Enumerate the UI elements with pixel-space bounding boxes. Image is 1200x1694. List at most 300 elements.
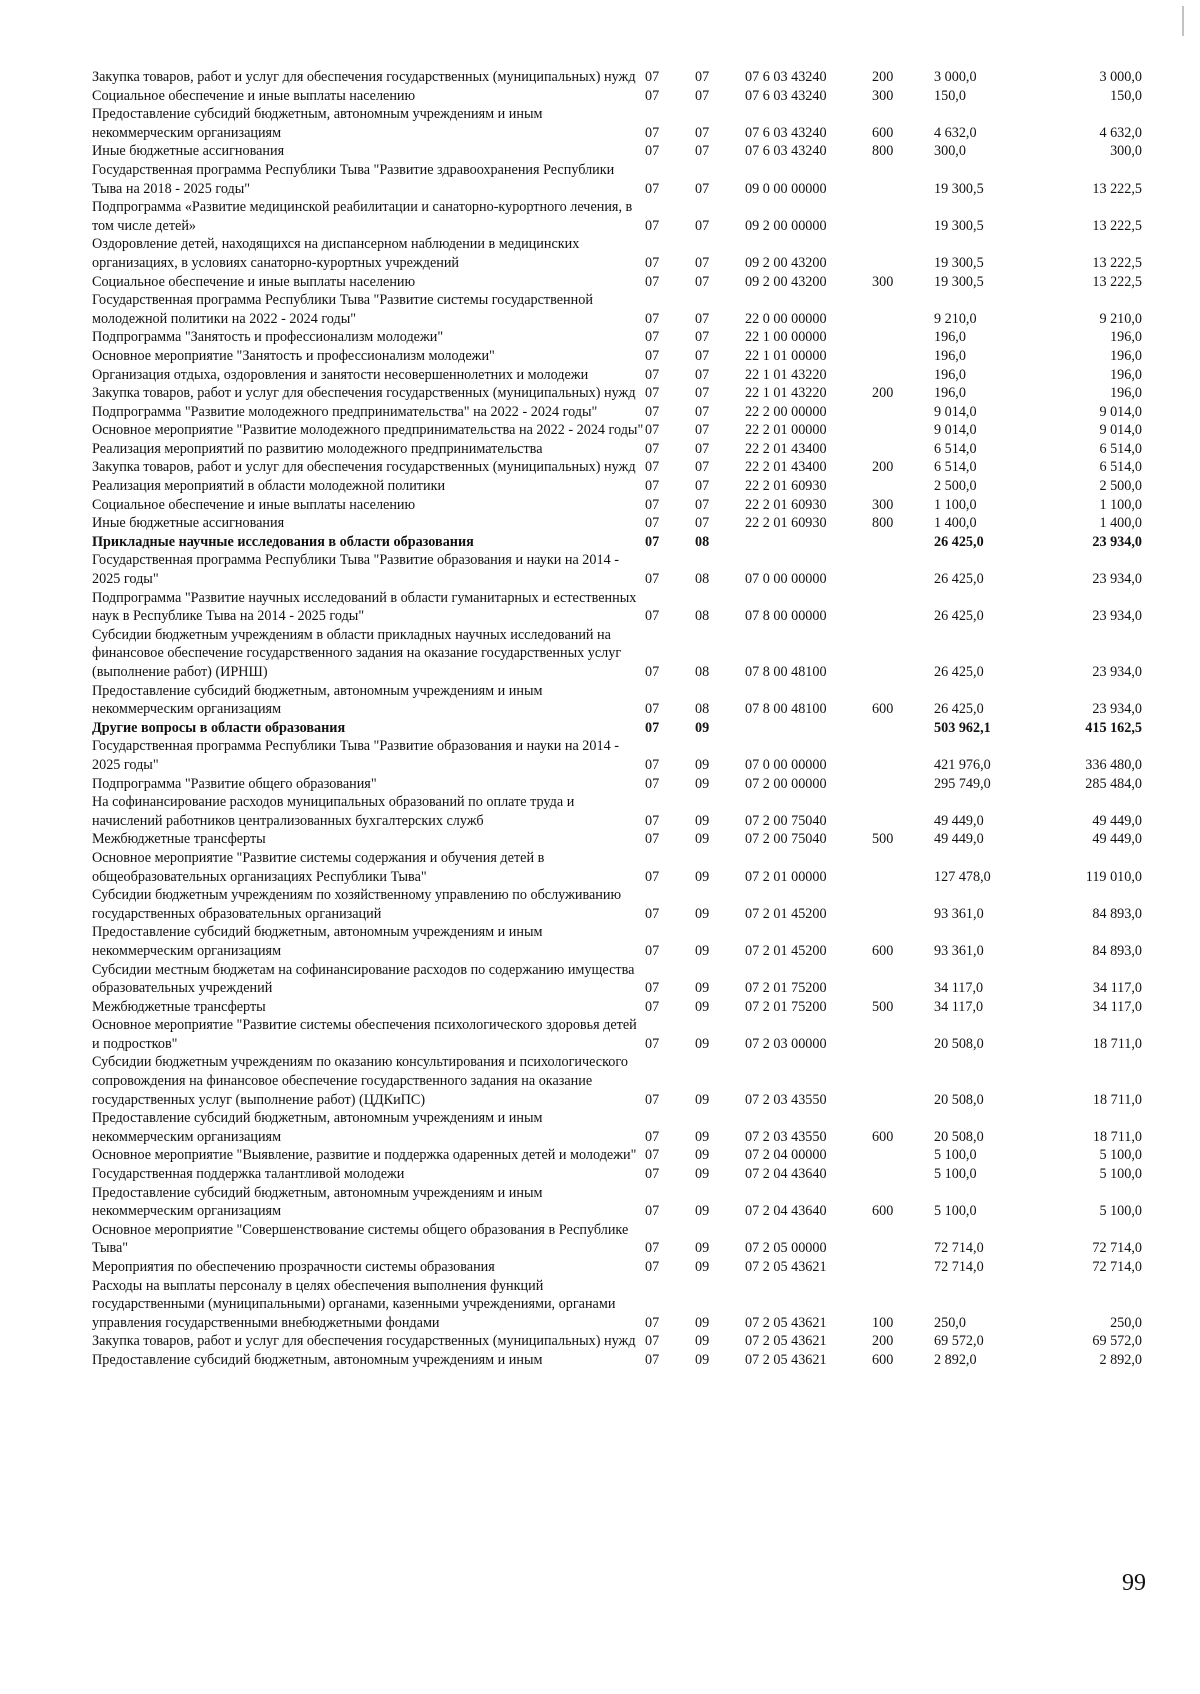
row-subsection: 07 [695,422,710,439]
row-name: Предоставление субсидий бюджетным, автономным учреждениям и иным некоммерческим организациям [92,106,543,141]
row-name: Основное мероприятие "Занятость и профессионализм молодежи" [92,347,495,364]
row-name: Подпрограмма "Развитие научных исследований в области гуманитарных и естественных наук в Республике Тыва на 2014 - 2025 годы" [92,589,637,625]
row-name: Реализация мероприятий по развитию молодежного предпринимательства [92,440,543,457]
row-amount-year2: 196,0 [1110,347,1142,364]
row-amount-year1: 150,0 [934,87,966,104]
row-section: 07 [645,1091,660,1108]
row-amount-year1: 3 000,0 [934,69,977,85]
row-expense-type: 300 [872,273,894,290]
row-subsection: 07 [695,403,710,420]
table-row [92,533,1142,552]
row-subsection: 07 [695,217,710,234]
row-expense-type [872,291,934,328]
row-subsection: 07 [695,273,710,290]
row-section: 07 [645,1035,660,1052]
row-expense-type [872,886,934,923]
row-amount-year2: 18 711,0 [1092,1091,1142,1108]
row-section: 07 [645,87,660,104]
row-name: Прикладные научные исследования в области образования [92,533,474,550]
row-target-article: 07 8 00 00000 [745,608,827,625]
row-section: 07 [645,515,660,532]
row-section: 07 [645,310,660,327]
table-row [92,235,1142,272]
row-amount-year2: 196,0 [1110,385,1142,402]
table-row [92,830,1142,849]
row-subsection: 08 [695,608,710,625]
row-amount-year2: 336 480,0 [1085,756,1142,773]
row-section: 07 [645,1240,660,1257]
row-target-article: 22 0 00 00000 [745,310,827,327]
row-expense-type [872,328,934,347]
table-row [92,793,1142,830]
row-section: 07 [645,1333,660,1350]
row-expense-type [872,551,934,588]
row-name: Основное мероприятие "Совершенствование системы общего образования в Республике Тыва" [92,1221,629,1257]
row-section: 07 [645,217,660,234]
row-name: Основное мероприятие "Развитие системы содержания и обучения детей в общеобразовательных организациях Республики Тыва" [92,849,545,885]
row-amount-year1: 34 117,0 [934,980,984,997]
table-row [92,998,1142,1017]
row-target-article: 07 2 01 00000 [745,868,827,885]
row-section: 07 [645,366,660,383]
row-expense-type [872,849,934,886]
row-section: 07 [645,701,660,718]
row-subsection: 07 [695,254,710,271]
row-amount-year2: 23 934,0 [1092,664,1142,680]
row-section: 07 [645,812,660,829]
row-target-article: 22 2 01 60930 [745,515,827,532]
row-amount-year2: 23 934,0 [1092,608,1142,625]
row-section: 07 [645,756,660,773]
row-amount-year2: 2 892,0 [1099,1351,1142,1368]
table-row [92,421,1142,440]
row-amount-year1: 1 100,0 [934,496,977,513]
row-section: 07 [645,998,660,1015]
row-target-article: 07 2 00 75040 [745,831,827,848]
row-section: 07 [645,254,660,271]
row-amount-year1: 26 425,0 [934,701,984,718]
row-expense-type: 600 [872,1128,894,1145]
row-target-article: 07 2 01 45200 [745,942,827,959]
row-target-article: 22 2 01 60930 [745,478,827,495]
row-target-article: 07 8 00 48100 [745,664,827,680]
row-amount-year1: 300,0 [934,143,966,160]
row-amount-year2: 18 711,0 [1092,1128,1142,1145]
row-subsection: 08 [695,701,710,718]
table-row [92,384,1142,403]
row-name: Организация отдыха, оздоровления и занятости несовершеннолетних и молодежи [92,366,589,383]
row-amount-year1: 93 361,0 [934,905,984,922]
row-subsection: 09 [695,905,710,922]
row-section: 07 [645,868,660,885]
row-expense-type [872,626,934,682]
row-amount-year2: 285 484,0 [1085,775,1142,792]
row-target-article: 09 2 00 00000 [745,217,827,234]
row-target-article: 07 2 05 43621 [745,1333,827,1350]
table-row [92,1332,1142,1351]
table-row [92,1016,1142,1053]
row-subsection: 09 [695,756,710,773]
table-row [92,682,1142,719]
row-expense-type: 300 [872,496,894,513]
row-name: Государственная программа Республики Тыва "Развитие образования и науки на 2014 - 2025 годы" [92,552,619,588]
row-subsection: 09 [695,998,710,1015]
row-target-article: 07 6 03 43240 [745,87,827,104]
row-target-article: 07 2 03 43550 [745,1128,827,1145]
row-section: 07 [645,1314,660,1331]
row-section: 07 [645,1147,660,1164]
row-amount-year2: 9 210,0 [1099,310,1142,327]
row-section: 07 [645,478,660,495]
row-section: 07 [645,571,660,588]
row-subsection: 07 [695,496,710,513]
row-subsection: 09 [695,1166,710,1183]
row-amount-year2: 18 711,0 [1092,1035,1142,1052]
row-subsection: 08 [695,533,710,550]
row-name: Социальное обеспечение и иные выплаты населению [92,87,416,104]
row-name: Государственная программа Республики Тыва "Развитие образования и науки на 2014 - 2025 годы" [92,738,619,773]
row-name: Иные бюджетные ассигнования [92,143,285,160]
row-subsection: 07 [695,87,710,104]
row-expense-type: 600 [872,1203,894,1220]
row-section: 07 [645,124,660,141]
row-target-article: 07 6 03 43240 [745,69,827,85]
row-name: Закупка товаров, работ и услуг для обеспечения государственных (муниципальных) нужд [92,1333,636,1350]
row-expense-type [872,161,934,198]
row-name: Оздоровление детей, находящихся на диспансерном наблюдении в медицинских организациях, в условиях санаторно-курортных учреждений [92,236,580,271]
row-section: 07 [645,143,660,160]
row-amount-year2: 300,0 [1110,143,1142,160]
row-amount-year1: 421 976,0 [934,756,991,773]
row-amount-year1: 196,0 [934,329,966,346]
row-amount-year2: 2 500,0 [1099,478,1142,495]
row-name: Основное мероприятие "Выявление, развитие и поддержка одаренных детей и молодежи" [92,1147,637,1164]
row-amount-year1: 5 100,0 [934,1203,977,1220]
table-row [92,477,1142,496]
row-target-article: 09 2 00 43200 [745,254,827,271]
row-expense-type [872,403,934,422]
row-amount-year1: 6 514,0 [934,459,977,476]
row-amount-year2: 13 222,5 [1092,273,1142,290]
row-target-article: 09 0 00 00000 [745,180,827,197]
row-amount-year2: 4 632,0 [1099,124,1142,141]
table-row [92,1277,1142,1333]
row-amount-year1: 9 210,0 [934,310,977,327]
row-name: Субсидии бюджетным учреждениям в области прикладных научных исследований на финансовое обеспечение государственного задания на оказание государственных услуг (выполнение работ) (ИРНШ) [92,626,622,680]
row-section: 07 [645,273,660,290]
table-row [92,1351,1142,1370]
table-row [92,273,1142,292]
row-name: Межбюджетные трансферты [92,998,266,1015]
page-number: 99 [1122,1570,1146,1596]
row-name: Межбюджетные трансферты [92,831,266,848]
table-row [92,849,1142,886]
row-target-article: 07 2 04 43640 [745,1166,827,1183]
row-amount-year1: 250,0 [934,1314,966,1331]
row-amount-year1: 9 014,0 [934,403,977,420]
row-section: 07 [645,69,660,85]
row-subsection: 07 [695,478,710,495]
row-expense-type [872,477,934,496]
row-amount-year2: 250,0 [1110,1314,1142,1331]
row-amount-year2: 13 222,5 [1092,217,1142,234]
row-name: Реализация мероприятий в области молодежной политики [92,478,446,495]
row-amount-year1: 26 425,0 [934,664,984,680]
row-section: 07 [645,180,660,197]
row-amount-year1: 1 400,0 [934,515,977,532]
row-section: 07 [645,905,660,922]
row-section: 07 [645,1259,660,1275]
row-section: 07 [645,459,660,476]
row-section: 07 [645,403,660,420]
row-amount-year2: 119 010,0 [1085,868,1142,885]
row-subsection: 09 [695,942,710,959]
row-name: Предоставление субсидий бюджетным, автономным учреждениям и иным некоммерческим организациям [92,1184,543,1220]
row-amount-year2: 72 714,0 [1092,1240,1142,1257]
row-target-article: 07 2 05 43621 [745,1314,827,1331]
row-expense-type: 200 [872,385,894,402]
row-name: Предоставление субсидий бюджетным, автономным учреждениям и иным некоммерческим организациям [92,1110,543,1145]
row-name: Мероприятия по обеспечению прозрачности системы образования [92,1259,495,1275]
row-target-article [745,719,872,738]
row-expense-type: 600 [872,1351,894,1368]
row-target-article: 07 2 03 00000 [745,1035,827,1052]
table-row [92,198,1142,235]
row-target-article: 22 1 01 43220 [745,385,827,402]
row-target-article: 07 2 01 45200 [745,905,827,922]
row-target-article: 07 2 05 43621 [745,1351,827,1368]
row-expense-type: 600 [872,124,894,141]
row-target-article: 07 6 03 43240 [745,143,827,160]
row-subsection: 09 [695,1259,710,1275]
row-amount-year2: 23 934,0 [1092,533,1142,550]
row-name: Основное мероприятие "Развитие молодежного предпринимательства на 2022 - 2024 годы" [92,422,644,439]
row-section: 07 [645,1166,660,1183]
row-target-article: 07 2 01 75200 [745,998,827,1015]
row-name: Предоставление субсидий бюджетным, автономным учреждениям и иным [92,1351,543,1368]
row-expense-type: 100 [872,1314,894,1331]
row-name: Субсидии бюджетным учреждениям по хозяйственному управлению по обслуживанию государственных образовательных организаций [92,887,622,922]
row-amount-year1: 19 300,5 [934,217,984,234]
row-subsection: 07 [695,143,710,160]
row-expense-type [872,793,934,830]
row-amount-year1: 26 425,0 [934,533,984,550]
row-amount-year1: 5 100,0 [934,1166,977,1183]
row-amount-year1: 4 632,0 [934,124,977,141]
row-expense-type [872,737,934,774]
table-row [92,161,1142,198]
row-subsection: 08 [695,571,710,588]
table-row [92,347,1142,366]
row-name: Подпрограмма "Развитие общего образования" [92,775,377,792]
row-name: Иные бюджетные ассигнования [92,515,285,532]
row-subsection: 09 [695,1351,710,1368]
row-subsection: 07 [695,310,710,327]
table-row [92,961,1142,998]
row-name: Предоставление субсидий бюджетным, автономным учреждениям и иным некоммерческим организациям [92,924,543,959]
row-amount-year2: 3 000,0 [1099,69,1142,85]
table-row [92,496,1142,515]
table-row [92,1109,1142,1146]
row-amount-year1: 19 300,5 [934,254,984,271]
row-amount-year2: 49 449,0 [1092,812,1142,829]
row-expense-type [872,1221,934,1258]
row-amount-year1: 295 749,0 [934,775,991,792]
table-row [92,551,1142,588]
row-expense-type [872,1258,934,1277]
table-row [92,1258,1142,1277]
row-amount-year2: 6 514,0 [1099,440,1142,457]
table-row [92,403,1142,422]
row-name: Социальное обеспечение и иные выплаты населению [92,496,416,513]
row-target-article: 07 2 01 75200 [745,980,827,997]
row-amount-year2: 5 100,0 [1099,1147,1142,1164]
row-expense-type: 200 [872,69,894,85]
row-name: Предоставление субсидий бюджетным, автономным учреждениям и иным некоммерческим организациям [92,682,543,718]
row-target-article: 22 2 00 00000 [745,403,827,420]
row-subsection: 07 [695,515,710,532]
table-row [92,1184,1142,1221]
row-amount-year1: 20 508,0 [934,1091,984,1108]
row-section: 07 [645,608,660,625]
row-amount-year1: 93 361,0 [934,942,984,959]
row-subsection: 09 [695,719,710,736]
row-subsection: 07 [695,440,710,457]
row-expense-type: 200 [872,459,894,476]
row-target-article: 22 2 01 43400 [745,440,827,457]
row-subsection: 09 [695,1240,710,1257]
row-expense-type [872,198,934,235]
row-amount-year1: 503 962,1 [934,719,991,736]
table-row [92,291,1142,328]
row-amount-year2: 196,0 [1110,366,1142,383]
row-amount-year1: 2 892,0 [934,1351,977,1368]
table-row [92,719,1142,738]
row-subsection: 09 [695,775,710,792]
row-target-article: 22 1 01 43220 [745,366,827,383]
row-name: Подпрограмма "Занятость и профессионализм молодежи" [92,329,444,346]
row-amount-year2: 13 222,5 [1092,180,1142,197]
row-name: Закупка товаров, работ и услуг для обеспечения государственных (муниципальных) нужд [92,459,636,476]
row-amount-year1: 72 714,0 [934,1259,984,1275]
row-name: Подпрограмма «Развитие медицинской реабилитации и санаторно-курортного лечения, в том числе детей» [92,199,633,234]
row-amount-year1: 19 300,5 [934,180,984,197]
row-amount-year2: 415 162,5 [1085,719,1142,736]
row-target-article: 07 2 05 43621 [745,1259,827,1275]
row-expense-type [872,1146,934,1165]
row-target-article: 22 2 01 60930 [745,496,827,513]
row-subsection: 07 [695,385,710,402]
row-expense-type: 600 [872,942,894,959]
row-amount-year2: 69 572,0 [1092,1333,1142,1350]
row-section: 07 [645,329,660,346]
table-row [92,923,1142,960]
row-amount-year1: 20 508,0 [934,1128,984,1145]
row-subsection: 07 [695,180,710,197]
row-target-article: 22 2 01 43400 [745,459,827,476]
row-subsection: 07 [695,459,710,476]
row-expense-type [872,533,934,552]
row-amount-year2: 196,0 [1110,329,1142,346]
row-target-article: 07 0 00 00000 [745,571,827,588]
row-section: 07 [645,533,660,550]
row-expense-type: 500 [872,831,894,848]
table-row [92,1146,1142,1165]
row-subsection: 07 [695,329,710,346]
row-name: Закупка товаров, работ и услуг для обеспечения государственных (муниципальных) нужд [92,69,636,85]
row-amount-year2: 84 893,0 [1092,942,1142,959]
row-expense-type [872,1053,934,1109]
row-amount-year2: 5 100,0 [1099,1203,1142,1220]
row-expense-type [872,1165,934,1184]
row-subsection: 09 [695,1128,710,1145]
row-subsection: 09 [695,1333,710,1350]
row-expense-type: 300 [872,87,894,104]
row-expense-type [872,347,934,366]
row-amount-year1: 72 714,0 [934,1240,984,1257]
row-amount-year1: 19 300,5 [934,273,984,290]
budget-table [92,68,1142,1370]
row-name: Государственная поддержка талантливой молодежи [92,1166,405,1183]
row-amount-year1: 34 117,0 [934,998,984,1015]
row-amount-year2: 9 014,0 [1099,403,1142,420]
table-row [92,68,1142,87]
row-name: Закупка товаров, работ и услуг для обеспечения государственных (муниципальных) нужд [92,385,636,402]
row-name: Государственная программа Республики Тыва "Развитие здравоохранения Республики Тыва на 2018 - 2025 годы" [92,161,615,197]
table-row [92,1165,1142,1184]
row-amount-year1: 127 478,0 [934,868,991,885]
row-target-article: 07 2 00 75040 [745,812,827,829]
row-section: 07 [645,422,660,439]
row-amount-year1: 69 572,0 [934,1333,984,1350]
row-section: 07 [645,496,660,513]
row-amount-year2: 23 934,0 [1092,571,1142,588]
table-row [92,105,1142,142]
row-section: 07 [645,719,660,736]
row-name: Расходы на выплаты персоналу в целях обеспечения выполнения функций государственными (муниципальными) органами, казенными учреждениями, органами управления государственными внебюджетными фондами [92,1277,616,1331]
row-name: Другие вопросы в области образования [92,719,346,736]
table-row [92,366,1142,385]
row-amount-year1: 6 514,0 [934,440,977,457]
row-subsection: 09 [695,812,710,829]
row-target-article: 07 6 03 43240 [745,124,827,141]
row-amount-year2: 34 117,0 [1092,980,1142,997]
table-row [92,440,1142,459]
row-name: Основное мероприятие "Развитие системы обеспечения психологического здоровья детей и подростков" [92,1017,637,1052]
row-amount-year2: 84 893,0 [1092,905,1142,922]
scan-mark [1182,6,1184,36]
row-target-article: 07 2 05 00000 [745,1240,827,1257]
row-expense-type: 800 [872,143,894,160]
row-amount-year1: 20 508,0 [934,1035,984,1052]
row-section: 07 [645,1128,660,1145]
row-amount-year2: 150,0 [1110,87,1142,104]
row-expense-type [872,440,934,459]
row-amount-year1: 196,0 [934,366,966,383]
row-amount-year1: 196,0 [934,347,966,364]
row-target-article [745,533,872,552]
row-expense-type: 600 [872,701,894,718]
row-subsection: 07 [695,69,710,85]
table-row [92,737,1142,774]
row-amount-year2: 23 934,0 [1092,701,1142,718]
table-row [92,1053,1142,1109]
row-subsection: 09 [695,1091,710,1108]
row-target-article: 22 2 01 00000 [745,422,827,439]
row-subsection: 09 [695,1314,710,1331]
row-amount-year1: 2 500,0 [934,478,977,495]
row-section: 07 [645,775,660,792]
